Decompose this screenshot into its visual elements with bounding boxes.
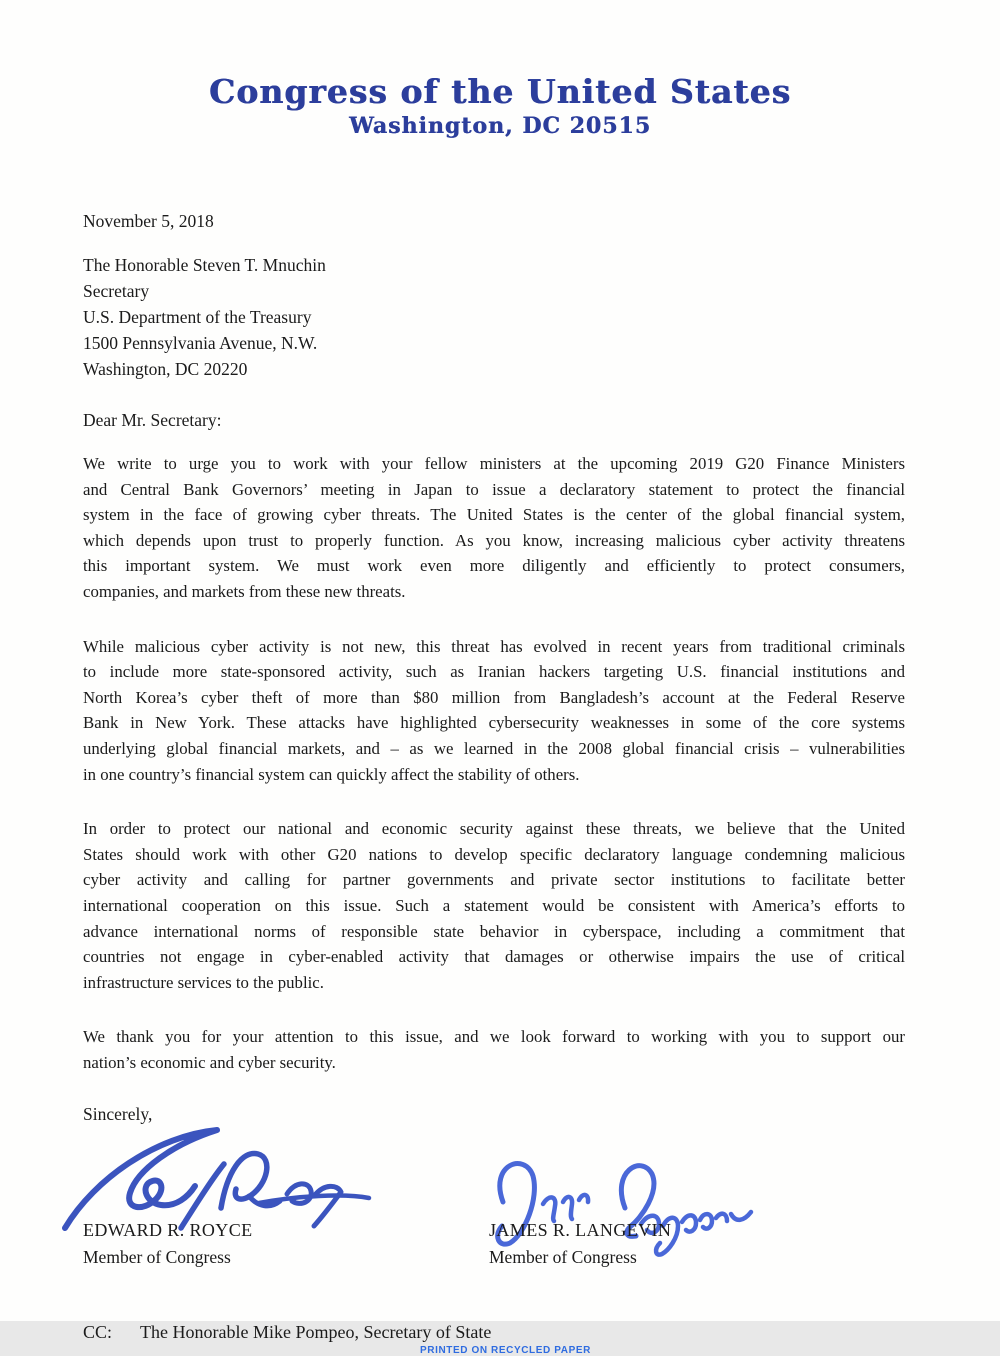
signer-james-langevin (489, 1220, 671, 1268)
paragraph-line: countries not engage in cyber-enabled activity that damages or otherwise impairs the use of critical (83, 947, 905, 967)
paragraph-line: companies, and markets from these new threats. (83, 581, 406, 601)
paragraph (83, 1024, 905, 1075)
paragraph-line: which depends upon trust to properly function. As you know, increasing malicious cyber activity threatens (83, 530, 905, 550)
paragraph-line: advance international norms of responsible state behavior in cyberspace, including a commitment that (83, 921, 905, 941)
recipient-line: Secretary (83, 281, 150, 301)
cc-text: The Honorable Mike Pompeo, Secretary of State (140, 1322, 492, 1343)
recipient-address (83, 252, 910, 382)
paragraph-line: system in the face of growing cyber threats. The United States is the center of the global financial system, (83, 505, 905, 525)
signature-block (83, 1104, 910, 1322)
paragraph-line: and Central Bank Governors’ meeting in Japan to issue a declaratory statement to protect the financial (83, 479, 905, 499)
paragraph-line: In order to protect our national and economic security against these threats, we believe that the United (83, 819, 905, 839)
paragraph-line: While malicious cyber activity is not new, this threat has evolved in recent years from traditional criminals (83, 636, 905, 656)
signature-edward-royce-image (61, 1110, 371, 1236)
cc-label: CC: (83, 1322, 113, 1343)
body-paragraphs (83, 451, 905, 1075)
recipient-line: U.S. Department of the Treasury (83, 307, 312, 327)
closing-word: Sincerely, (83, 1104, 153, 1125)
paragraph-line: States should work with other G20 nations to develop specific declaratory language condemning malicious (83, 844, 905, 864)
recipient-line: The Honorable Steven T. Mnuchin (83, 255, 326, 275)
paragraph-line: this important system. We must work even more diligently and efficiently to protect consumers, (83, 556, 905, 576)
letterhead (0, 0, 1000, 139)
paragraph-line: We write to urge you to work with your fellow ministers at the upcoming 2019 G20 Finance Ministers (83, 454, 905, 473)
paragraph-line: North Korea’s cyber theft of more than $80 million from Bangladesh’s account at the Federal Reserve (83, 687, 905, 707)
recipient-line: 1500 Pennsylvania Avenue, N.W. (83, 333, 318, 353)
paragraph-line: nation’s economic and cyber security. (83, 1052, 336, 1072)
letterhead-title: Congress of the United States (208, 72, 792, 111)
signer-title: Member of Congress (489, 1247, 637, 1268)
letterhead-subtitle: Washington, DC 20515 (348, 113, 652, 139)
signer-edward-royce (83, 1220, 253, 1268)
paragraph-line: Bank in New York. These attacks have highlighted cybersecurity weaknesses in some of the core systems (83, 713, 905, 733)
paragraph (83, 634, 905, 788)
paragraph-line: underlying global financial markets, and – as we learned in the 2008 global financial crisis – vulnerabilities (83, 738, 905, 758)
recycled-paper-note: PRINTED ON RECYCLED PAPER (420, 1345, 591, 1356)
signer-title: Member of Congress (83, 1247, 231, 1268)
cc-line (83, 1322, 910, 1343)
paragraph-line: cyber activity and calling for partner governments and private sector institutions to facilitate better (83, 870, 905, 890)
letter-content (0, 211, 1000, 1356)
signer-name: JAMES R. LANGEVIN (489, 1220, 672, 1241)
paragraph (83, 451, 905, 605)
paragraph-line: in one country’s financial system can quickly affect the stability of others. (83, 764, 580, 784)
paragraph-line: international cooperation on this issue. Such a statement would be consistent with America’s efforts to (83, 895, 905, 915)
recipient-line: Washington, DC 20220 (83, 359, 248, 379)
letter-date: November 5, 2018 (83, 211, 214, 231)
paragraph-line: We thank you for your attention to this issue, and we look forward to working with you to support our (83, 1027, 905, 1047)
paragraph (83, 816, 905, 995)
paragraph-line: to include more state-sponsored activity, such as Iranian hackers targeting U.S. financial institutions and (83, 662, 905, 682)
paragraph-line: infrastructure services to the public. (83, 972, 324, 992)
salutation: Dear Mr. Secretary: (83, 410, 222, 430)
signer-name: EDWARD R. ROYCE (83, 1220, 253, 1241)
